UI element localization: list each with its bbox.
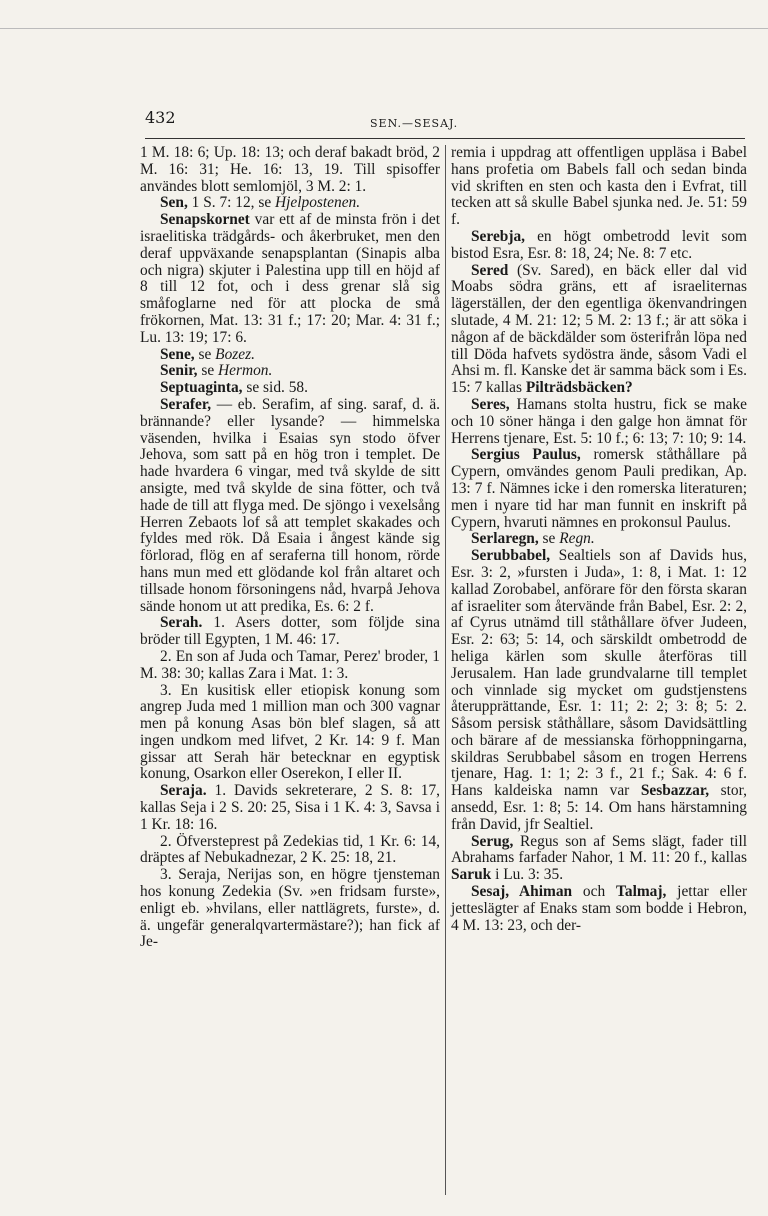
cross-reference: Hjelpostenen. <box>275 194 361 212</box>
entry-text: 1. Asers dotter, som följde sina bröder till Egypten, 1 M. 46: 17. <box>140 614 440 649</box>
entry-headword: Serebja, <box>471 227 526 245</box>
dictionary-entry <box>140 212 440 346</box>
dictionary-entry <box>451 834 747 884</box>
dictionary-entry <box>140 397 440 615</box>
entry-headword: Serah. <box>160 614 203 632</box>
dictionary-entry <box>451 263 747 397</box>
entry-headword: Seres, <box>471 395 510 413</box>
entry-text: se <box>194 345 216 363</box>
entry-headword: Senir, <box>160 362 198 380</box>
dictionary-entry <box>451 531 747 548</box>
entry-headword: Sered <box>471 261 509 279</box>
header-rule <box>145 138 745 139</box>
entry-text: 3. Seraja, Nerijas son, en högre tjensteman hos konung Zedekia (Sv. »en fridsam furste», enligt eb. »hvilans, eller nattlägrets, furste», d. ä. ungefär generalqvartermästare?); han fick af Je- <box>140 866 440 951</box>
running-head: SEN.—SESAJ. <box>370 117 459 130</box>
entry-headword-variant: Saruk <box>451 866 492 884</box>
dictionary-entry <box>140 783 440 833</box>
entry-headword: Sene, <box>160 345 195 363</box>
cross-reference: Regn. <box>559 530 595 548</box>
entry-text: 2. En son af Juda och Tamar, Perez' broder, 1 M. 38: 30; kallas Zara i Mat. 1: 3. <box>140 647 440 682</box>
entry-subsense <box>140 867 440 951</box>
entry-headword: Serlaregn, <box>471 530 539 548</box>
entry-text: 1 S. 7: 12, se <box>187 194 276 212</box>
entry-headword: Sen, <box>160 194 188 212</box>
entry-continuation <box>451 145 747 229</box>
entry-text: se sid. 58. <box>242 379 308 397</box>
entry-headword-variant: Sesbazzar, <box>640 782 710 800</box>
entry-text: romersk ståthållare på Cypern, omvändes genom Pauli predikan, Ap. 13: 7 f. Nämnes icke i den romerska literaturen; men i nyare tid har man funnit en inskrift på Cypern, hvaruti nämnes en prokonsul Paulus. <box>451 446 748 531</box>
entry-subsense <box>140 649 440 683</box>
entry-headword: Serug, <box>471 832 514 850</box>
dictionary-entry <box>451 229 747 263</box>
dictionary-entry <box>140 615 440 649</box>
scan-edge <box>0 28 768 30</box>
entry-text: var ett af de minsta frön i det israelitiska trädgårds- och åkerbruket, men den deraf uppväxande senapsplantan (Sinapis alba och nigra) skjuter i Palestina upp till en höjd af 8 till 12 fot, och i dess grenar slå sig småfoglarne ned för att plocka de små frökornen, Mat. 13: 31 f.; 17: 20; Mar. 4: 31 f.; Lu. 13: 19; 17: 6. <box>140 211 440 346</box>
entry-text: 2. Öfversteprest på Zedekias tid, 1 Kr. 6: 14, dräptes af Nebukadnezar, 2 K. 25: 18, 21. <box>140 832 440 867</box>
dictionary-entry <box>451 447 747 531</box>
dictionary-entry <box>140 195 440 212</box>
entry-headword: Septuaginta, <box>160 379 243 397</box>
entry-headword: Sesaj, Ahiman <box>471 883 573 901</box>
entry-text: (Sv. Sared), en bäck eller dal vid Moabs södra gräns, ett af israeliternas lägerställen, der den egentliga ökenvandringen slutade, 4 M. 21: 12; 5 M. 2: 13 f.; är att söka i någon af de bäckdälder som österifrån löpa ned till Döda hafvets sydöstra ände, såsom Vadi el Ahsi m. fl. Kanske det är samma bäck som i Es. 15: 7 kallas <box>451 261 747 397</box>
entry-headword: Seraja. <box>160 782 207 800</box>
dictionary-entry <box>140 347 440 364</box>
entry-headword-variant: Talmaj, <box>616 883 667 901</box>
entry-text: och <box>572 883 617 901</box>
dictionary-entry <box>140 380 440 397</box>
right-column <box>451 145 747 934</box>
entry-text: jettar eller jetteslägter af Enaks stam som bodde i Hebron, 4 M. 13: 23, och der- <box>451 883 747 934</box>
entry-continuation <box>140 145 440 195</box>
entry-text: Sealtiels son af Davids hus, Esr. 3: 2, »fursten i Juda», 1: 8, i Mat. 1: 12 kallad Zorobabel, anförare för den första skaran af israeliter som återvände från Babel, Esr. 2: 2, af Cyrus utnämd till ståthållare öfver Judeen, Esr. 2: 63; 5: 14, och särskildt ombetrodd de heliga kärlen som skulle återföras till Jerusalem. Han lade grundvalarne till templet och vinnlade sig mycket om gudstjenstens återupprättande, Esr. 1: 11; 2: 2; 3: 8; 5: 2. Såsom persisk ståthållare, såsom Davidsättling och bärare af de messianska förhoppningarna, skildras Serubbabel såsom en trogen Herrens tjenare, Hag. 1: 1; 2: 3 f., 21 f.; Sak. 4: 6 f. Hans kaldeiska namn var <box>451 547 747 800</box>
entry-text: en högt ombetrodd levit som bistod Esra, Esr. 8: 18, 24; Ne. 8: 7 etc. <box>451 227 747 262</box>
entry-headword: Sergius Paulus, <box>471 446 581 464</box>
cross-reference: Hermon. <box>218 362 273 380</box>
cross-reference: Bozez. <box>215 345 255 363</box>
left-column <box>140 145 440 951</box>
entry-subsense <box>140 834 440 868</box>
entry-text: Regus son af Sems slägt, fader till Abrahams farfader Nahor, 1 M. 11: 20 f., kallas <box>451 832 747 867</box>
dictionary-entry <box>140 363 440 380</box>
entry-text: se <box>538 530 560 548</box>
entry-text: 3. En kusitisk eller etiopisk konung som angrep Juda med 1 million man och 300 vagnar men på konung Asas bön blef slagen, så att ingen undkom med lifvet, 2 Kr. 14: 9 f. Man gissar att Serah här betecknar en egyptisk konung, Osarkon eller Oserekon, I eller II. <box>140 681 440 783</box>
entry-text: 1. Davids sekreterare, 2 S. 8: 17, kallas Seja i 2 S. 20: 25, Sisa i 1 K. 4: 3, Savsa i 1 Kr. 18: 16. <box>140 782 440 833</box>
dictionary-entry <box>451 397 747 447</box>
entry-headword: Senapskornet <box>160 211 250 229</box>
entry-text: remia i uppdrag att offentligen uppläsa i Babel hans profetia om Babels fall och sedan binda vid skriften en sten och kasta den i Evfrat, till tecken att så skulle Babel sjunka ned. Je. 51: 59 f. <box>451 144 747 229</box>
entry-headword: Serafer, <box>160 395 212 413</box>
entry-headword-variant: Pilträdsbäcken? <box>525 379 633 397</box>
page-number: 432 <box>145 108 176 127</box>
entry-text: — eb. Serafim, af sing. saraf, d. ä. brännande? eller lysande? — himmelska väsenden, hvilka i Esaias syn stodo öfver Jehova, som satt på en hög tron i templet. De hade hvardera 6 vingar, med två skylde de sitt ansigte, med två skylde de sina fötter, och två hade de till att flyga med. De sjöngo i vexelsång Herren Zebaots lof så att templet skakades och fyldes med rök. Då Esaia i ångest kände sig förlorad, flög en af seraferna till honom, rörde hans mun med ett glödande kol från altaret och tillsade honom försoningens nåd, hvarpå Jehova sände honom ut att predika, Es. 6: 2 f. <box>140 395 440 615</box>
dictionary-entry <box>451 548 747 834</box>
entry-text: i Lu. 3: 35. <box>491 866 564 884</box>
entry-text: stor, ansedd, Esr. 1: 8; 5: 14. Om hans härstamning från David, jfr Sealtiel. <box>451 782 747 833</box>
entry-text: se <box>197 362 219 380</box>
entry-subsense <box>140 683 440 784</box>
dictionary-entry <box>451 884 747 934</box>
entry-text: 1 M. 18: 6; Up. 18: 13; och deraf bakadt bröd, 2 M. 16: 31; He. 16: 13, 19. Till spisoffer användes blott semlomjöl, 3 M. 2: 1. <box>140 144 440 195</box>
entry-headword: Serubbabel, <box>471 547 551 565</box>
entry-text: Hamans stolta hustru, fick se make och 10 söner hänga i den galge hon ämnat för Herrens tjenare, Est. 5: 10 f.; 6: 13; 7: 10; 9: 14. <box>451 395 747 447</box>
column-divider <box>445 145 446 1195</box>
